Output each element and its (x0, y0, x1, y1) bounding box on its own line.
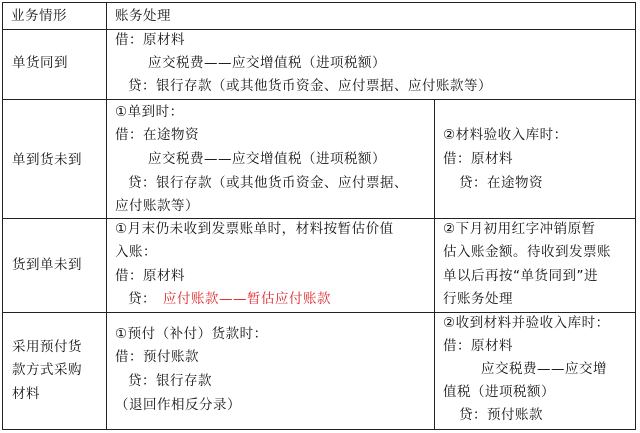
entry-line: 贷：银行存款 (128, 373, 212, 389)
entry-line: 应交税费——应交增 (481, 361, 607, 377)
column-divider (106, 3, 107, 429)
entry-line: 值税（进项税额） (443, 384, 555, 400)
row-label: 款方式采购 (12, 362, 82, 378)
accounting-table (2, 2, 636, 430)
entry-line: 借：原材料 (115, 32, 185, 48)
entry-line: ①单到时： (115, 104, 184, 120)
entry-line: 借：预付账款 (115, 349, 199, 365)
header-business-case: 业务情形 (11, 8, 67, 24)
entry-line: 借：在途物资 (115, 127, 199, 143)
row-label: 材料 (12, 386, 40, 402)
entry-line: 行账务处理 (443, 291, 513, 307)
row-label: 采用预付货 (12, 339, 82, 355)
entry-line: 应交税费——应交增值税（进项税额） (148, 151, 386, 167)
entry-line: ①月末仍未收到发票账单时，材料按暂估价值 (115, 221, 394, 237)
entry-line: 应交税费——应交增值税（进项税额） (148, 55, 386, 71)
row-divider (3, 99, 635, 100)
entry-line: ②材料验收入库时： (443, 127, 568, 143)
entry-line: 贷：在途物资 (459, 175, 543, 191)
entry-line: ①预付（补付）货款时： (115, 326, 268, 342)
entry-line: ②下月初用红字冲销原暂 (443, 221, 596, 237)
entry-line: 借：原材料 (443, 151, 513, 167)
entry-line: 贷：银行存款（或其他货币资金、应付票据、 (128, 175, 408, 191)
entry-line: 入账： (115, 244, 157, 260)
entry-line: 贷：预付账款 (459, 407, 543, 423)
row-divider (3, 29, 635, 30)
entry-line: 单以后再按“单货同到”进 (443, 268, 598, 284)
entry-line: 估入账金额。待收到发票账 (443, 244, 611, 260)
entry-line: 贷：银行存款（或其他货币资金、应付票据、应付账款等） (128, 78, 492, 94)
entry-line: 借：原材料 (115, 268, 185, 284)
row-label: 单货同到 (12, 55, 68, 71)
subcolumn-divider (434, 312, 435, 429)
subcolumn-divider (434, 99, 435, 218)
header-accounting: 账务处理 (115, 8, 171, 24)
row-label: 货到单未到 (12, 257, 82, 273)
entry-line: （退回作相反分录） (115, 397, 241, 413)
row-label: 单到货未到 (12, 152, 82, 168)
subcolumn-divider (434, 218, 435, 312)
entry-line: 贷： (128, 291, 156, 307)
highlighted-entry: 应付账款——暂估应付账款 (163, 291, 331, 307)
entry-line: 借：原材料 (443, 338, 513, 354)
entry-line: 应付账款等） (115, 198, 199, 214)
entry-line: ②收到材料并验收入库时： (443, 315, 610, 331)
